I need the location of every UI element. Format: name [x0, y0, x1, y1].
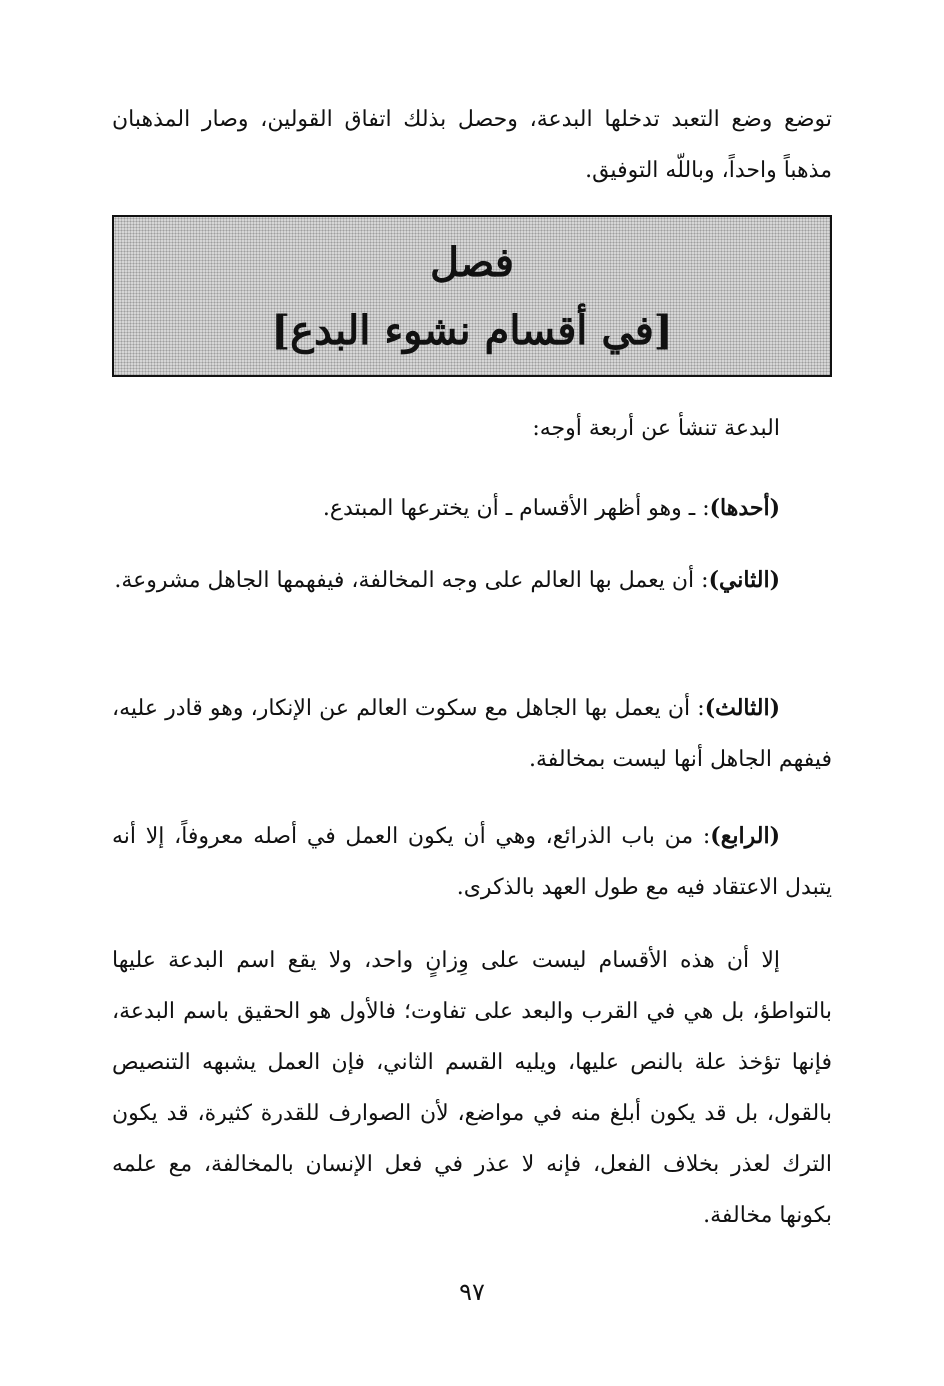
list-item-first [112, 483, 832, 534]
item-text: : من باب الذرائع، وهي أن يكون العمل في أصله معروفاً، إلا أنه يتبدل الاعتقاد فيه مع طول العهد بالذكرى. [112, 824, 832, 900]
list-item-fourth [112, 811, 832, 913]
section-title: فصل [429, 239, 515, 286]
closing-paragraph [112, 935, 832, 1241]
item-label: (الرابع) [710, 823, 780, 849]
item-label: (أحدها) [709, 495, 780, 521]
section-heading-box [112, 215, 832, 377]
section-subtitle: [في أقسام نشوء البدع] [271, 307, 673, 354]
item-text: : ـ وهو أظهر الأقسام ـ أن يخترعها المبتدع. [322, 496, 710, 521]
list-item-third [112, 683, 832, 785]
item-label: (الثاني) [708, 567, 780, 593]
intro-paragraph: توضع وضع التعبد تدخلها البدعة، وحصل بذلك اتفاق القولين، وصار المذهبان مذهباً واحداً، وباللّه التوفيق. [112, 107, 832, 183]
item-label: (الثالث) [704, 695, 780, 721]
opening-text: البدعة تنشأ عن أربعة أوجه: [532, 416, 780, 441]
opening-line [112, 403, 832, 454]
list-item-second [112, 555, 832, 606]
page-number: ٩٧ [459, 1278, 485, 1306]
item-text: : أن يعمل بها الجاهل مع سكوت العالم عن الإنكار، وهو قادر عليه، فيفهم الجاهل أنها ليست بمخالفة. [112, 696, 832, 772]
closing-text: إلا أن هذه الأقسام ليست على وِزانٍ واحد، ولا يقع اسم البدعة عليها بالتواطؤ، بل هي في القرب والبعد على تفاوت؛ فالأول هو الحقيق باسم البدعة، فإنها تؤخذ علة بالنص عليها، ويليه القسم الثاني، فإن العمل يشبهه التنصيص بالقول، بل قد يكون أبلغ منه في مواضع، لأن الصوارف للقدرة كثيرة، قد يكون الترك لعذر بخلاف الفعل، فإنه لا عذر في فعل الإنسان بالمخالفة، مع علمه بكونها مخالفة. [112, 948, 832, 1228]
item-text: : أن يعمل بها العالم على وجه المخالفة، فيفهمها الجاهل مشروعة. [114, 568, 709, 593]
